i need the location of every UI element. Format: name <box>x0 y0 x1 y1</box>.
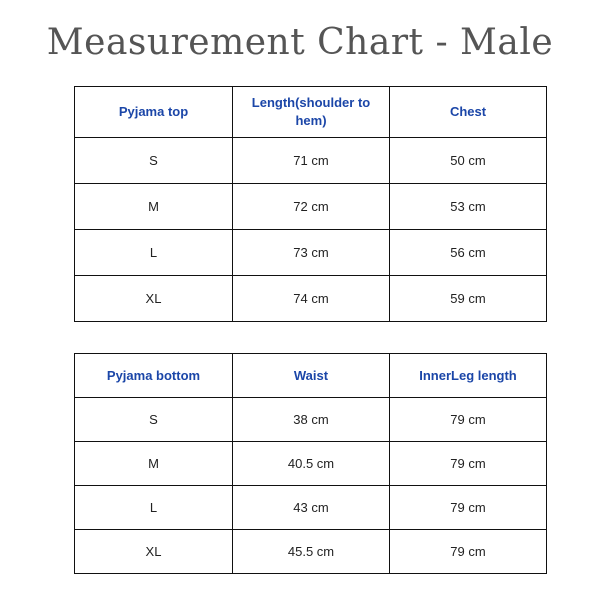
table-row <box>75 398 547 442</box>
size-cell: S <box>75 398 233 442</box>
waist-cell: 40.5 cm <box>233 442 390 486</box>
header-length: Length(shoulder to hem) <box>233 87 390 138</box>
table-row <box>75 184 547 230</box>
table-row <box>75 138 547 184</box>
size-cell: XL <box>75 276 233 322</box>
table-row <box>75 230 547 276</box>
table-row <box>75 276 547 322</box>
inner-leg-cell: 79 cm <box>390 398 547 442</box>
page-title: Measurement Chart - Male <box>46 22 554 63</box>
size-cell: XL <box>75 530 233 574</box>
inner-leg-cell: 79 cm <box>390 530 547 574</box>
pyjama-bottom-size-table <box>74 353 547 574</box>
length-cell: 71 cm <box>233 138 390 184</box>
chest-cell: 59 cm <box>390 276 547 322</box>
waist-cell: 38 cm <box>233 398 390 442</box>
waist-cell: 43 cm <box>233 486 390 530</box>
header-waist: Waist <box>233 354 390 398</box>
header-garment: Pyjama top <box>75 87 233 138</box>
table-row <box>75 442 547 486</box>
size-cell: M <box>75 184 233 230</box>
header-chest: Chest <box>390 87 547 138</box>
size-cell: M <box>75 442 233 486</box>
chest-cell: 56 cm <box>390 230 547 276</box>
chest-cell: 53 cm <box>390 184 547 230</box>
length-cell: 74 cm <box>233 276 390 322</box>
size-cell: L <box>75 486 233 530</box>
size-cell: L <box>75 230 233 276</box>
table-row <box>75 486 547 530</box>
table-header-row <box>75 87 547 138</box>
length-cell: 73 cm <box>233 230 390 276</box>
size-cell: S <box>75 138 233 184</box>
chest-cell: 50 cm <box>390 138 547 184</box>
inner-leg-cell: 79 cm <box>390 442 547 486</box>
header-inner-leg: InnerLeg length <box>390 354 547 398</box>
waist-cell: 45.5 cm <box>233 530 390 574</box>
pyjama-top-size-table <box>74 86 547 322</box>
table-row <box>75 530 547 574</box>
table-header-row <box>75 354 547 398</box>
length-cell: 72 cm <box>233 184 390 230</box>
inner-leg-cell: 79 cm <box>390 486 547 530</box>
header-garment: Pyjama bottom <box>75 354 233 398</box>
